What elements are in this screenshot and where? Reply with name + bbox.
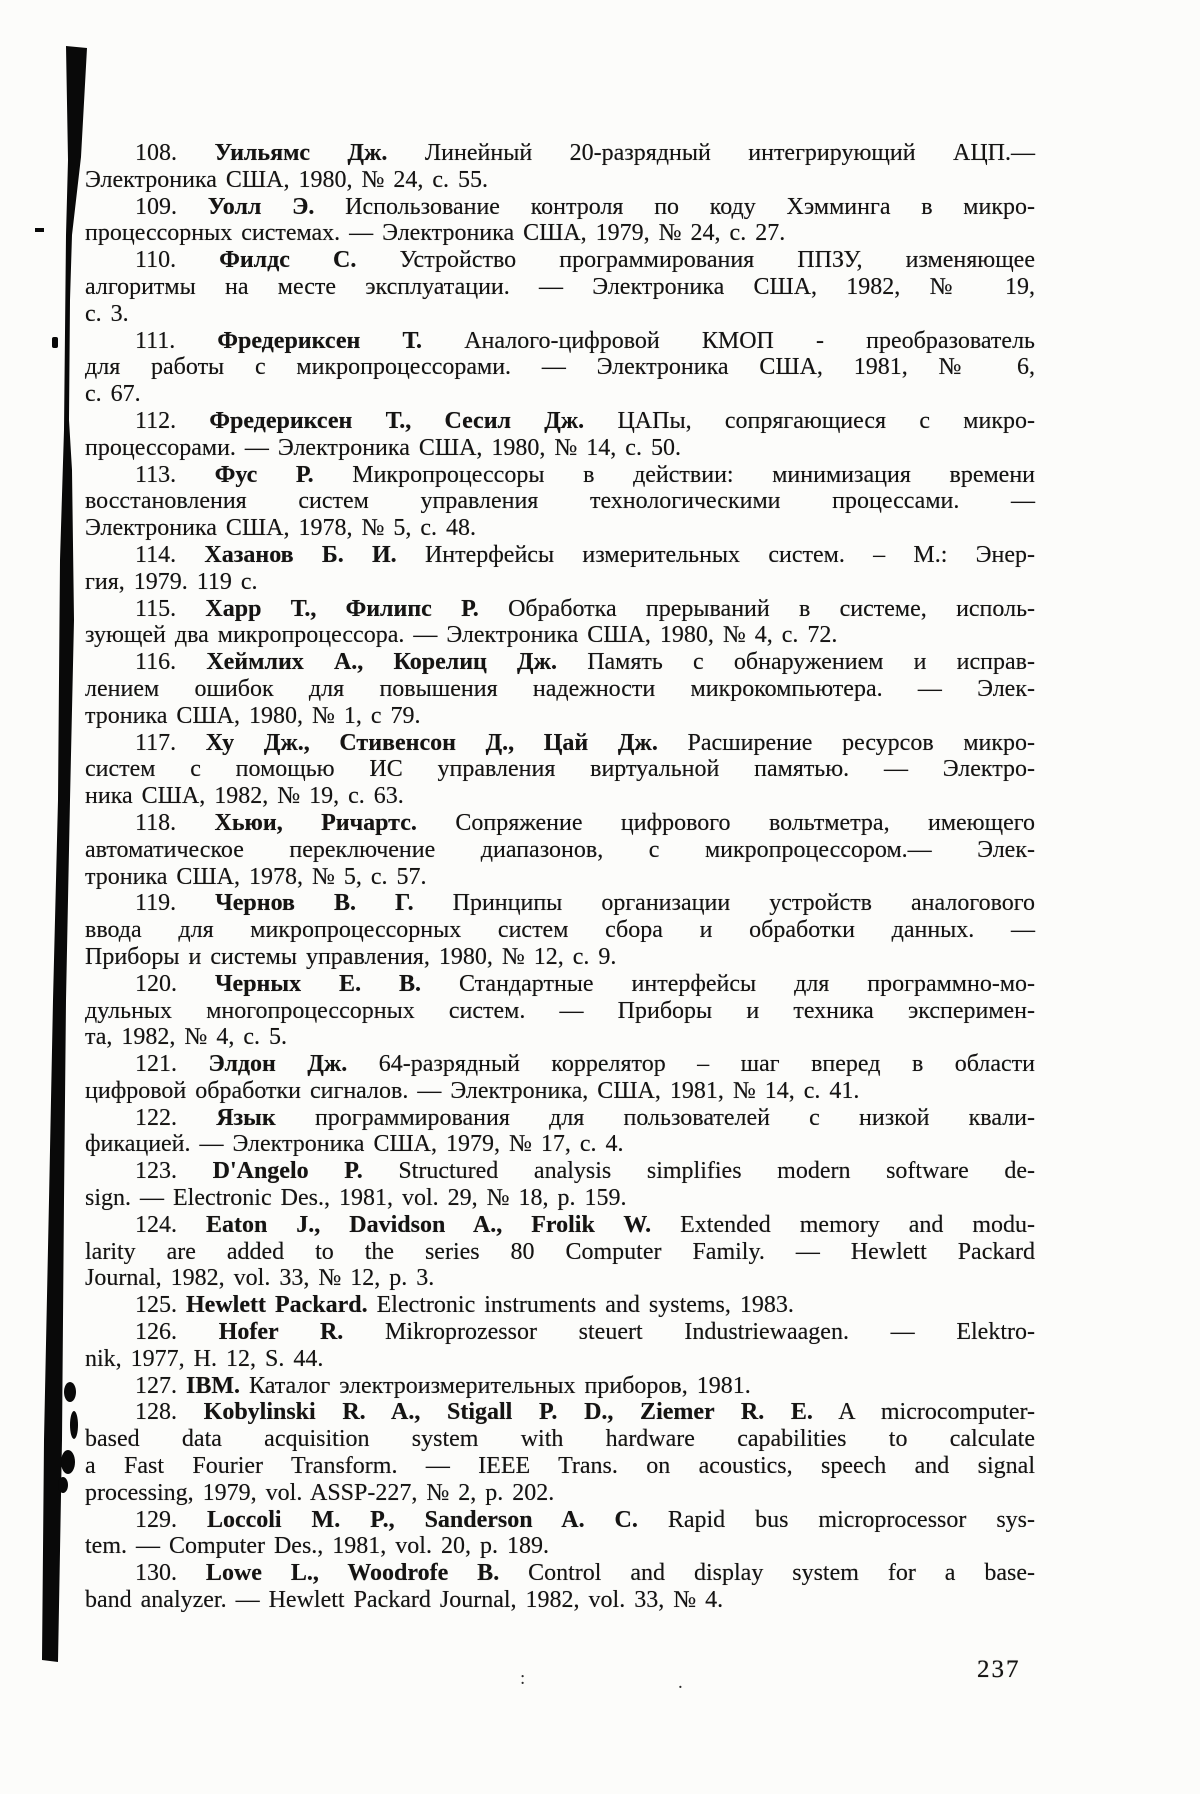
reference-text: Mikroprozessor steuert Industriewaagen. — Elektro-: [343, 1319, 1035, 1346]
reference-line: дульных многопроцессорных систем. — Приборы и техника эксперимен-: [85, 997, 1035, 1024]
reference-item: [85, 649, 1035, 729]
reference-line: tem. — Computer Des., 1981, vol. 20, p. 189.: [85, 1533, 549, 1560]
reference-line: троника США, 1980, № 1, с 79.: [85, 702, 421, 729]
reference-text: Control and display system for a base-: [499, 1560, 1035, 1587]
reference-first-line: [85, 194, 1035, 221]
reference-text: Принципы организации устройств аналогового: [413, 890, 1035, 917]
reference-first-line: [85, 1373, 1035, 1400]
reference-authors: Loccoli M. P., Sanderson A. C.: [177, 1506, 638, 1533]
reference-authors: Элдон Дж.: [177, 1051, 348, 1078]
reference-first-line: [85, 730, 1035, 757]
reference-item: [85, 1399, 1035, 1506]
reference-first-line: [85, 971, 1035, 998]
reference-first-line: [85, 462, 1035, 489]
reference-line: та, 1982, № 4, с. 5.: [85, 1024, 287, 1051]
reference-line: Приборы и системы управления, 1980, № 12, с. 9.: [85, 943, 617, 970]
reference-text: Structured analysis simplifies modern software de-: [362, 1158, 1035, 1185]
reference-text: Обработка прерываний в системе, исполь-: [478, 595, 1036, 622]
reference-item: [85, 408, 1035, 462]
reference-number: 118.: [135, 809, 177, 836]
reference-first-line: [85, 890, 1035, 917]
reference-line: гия, 1979. 119 с.: [85, 568, 258, 595]
reference-number: 110.: [135, 247, 177, 274]
reference-number: 119.: [135, 890, 177, 917]
reference-number: 116.: [135, 649, 177, 676]
reference-line: цифровой обработки сигналов. — Электроника, США, 1981, № 14, с. 41.: [85, 1077, 860, 1104]
reference-text: Стандартные интерфейсы для программно-мо-: [421, 970, 1035, 997]
reference-text: Устройство программирования ППЗУ, изменяющее: [356, 247, 1035, 274]
reference-first-line: [85, 1158, 1035, 1185]
reference-first-line: [85, 542, 1035, 569]
reference-line: based data acquisition system with hardware capabilities to calculate: [85, 1426, 1035, 1453]
reference-authors: Hewlett Packard.: [177, 1292, 368, 1319]
footer-stray-dot: .: [678, 1672, 683, 1693]
reference-item: [85, 140, 1035, 194]
reference-line: алгоритмы на месте эксплуатации. — Электроника США, 1982, № 19,: [85, 273, 1035, 300]
reference-item: [85, 1292, 1035, 1319]
reference-number: 130.: [135, 1560, 177, 1587]
reference-item: [85, 1212, 1035, 1292]
reference-line: автоматическое переключение диапазонов, с микропроцессором.— Элек-: [85, 836, 1035, 863]
reference-number: 109.: [135, 193, 177, 220]
reference-number: 108.: [135, 140, 177, 166]
reference-text: A microcomputer-: [812, 1399, 1035, 1426]
reference-first-line: [85, 596, 1035, 623]
reference-number: 124.: [135, 1211, 177, 1238]
reference-line: восстановления систем управления технологическими процессами. —: [85, 488, 1035, 515]
reference-authors: Eaton J., Davidson A., Frolik W.: [177, 1211, 652, 1238]
reference-line: для работы с микропроцессорами. — Электроника США, 1981, № 6,: [85, 354, 1035, 381]
reference-first-line: [85, 328, 1035, 355]
reference-number: 117.: [135, 729, 177, 756]
reference-authors: IBM.: [177, 1372, 240, 1399]
reference-number: 128.: [135, 1399, 177, 1426]
reference-line: ника США, 1982, № 19, с. 63.: [85, 783, 404, 810]
reference-item: [85, 730, 1035, 810]
reference-authors: Фредериксен Т., Сесил Дж.: [176, 407, 585, 434]
reference-first-line: [85, 810, 1035, 837]
reference-authors: D'Angelo P.: [177, 1158, 363, 1185]
reference-authors: Фус Р.: [176, 461, 314, 488]
reference-text: Сопряжение цифрового вольтметра, имеющего: [416, 809, 1035, 836]
reference-line: Электроника США, 1978, № 5, с. 48.: [85, 515, 477, 542]
reference-line: a Fast Fourier Transform. — IEEE Trans. on acoustics, speech and signal: [85, 1453, 1035, 1480]
reference-authors: Фредериксен Т.: [175, 327, 423, 354]
reference-item: [85, 1105, 1035, 1159]
reference-authors: Hofer R.: [177, 1319, 344, 1346]
reference-item: [85, 596, 1035, 650]
reference-first-line: [85, 1292, 1035, 1319]
reference-line: систем с помощью ИС управления виртуальной памятью. — Электро-: [85, 756, 1035, 783]
reference-item: [85, 810, 1035, 890]
reference-item: [85, 1158, 1035, 1212]
reference-line: ввода для микропроцессорных систем сбора и обработки данных. —: [85, 917, 1035, 944]
reference-authors: Уильямс Дж.: [177, 140, 388, 166]
reference-number: 112.: [135, 407, 177, 434]
page-number: 237: [977, 1656, 1021, 1683]
reference-number: 121.: [135, 1051, 177, 1078]
reference-text: 64-разрядный коррелятор – шаг вперед в области: [347, 1051, 1035, 1078]
reference-authors: Хеймлих А., Корелиц Дж.: [176, 649, 557, 676]
reference-text: Аналого-цифровой КМОП - преобразователь: [422, 327, 1035, 354]
reference-item: [85, 1051, 1035, 1105]
reference-item: [85, 971, 1035, 1051]
reference-line: лением ошибок для повышения надежности микрокомпьютера. — Элек-: [85, 675, 1035, 702]
reference-text: ЦАПы, сопрягающиеся с микро-: [584, 407, 1035, 434]
reference-item: [85, 194, 1035, 248]
reference-authors: Уолл Э.: [177, 193, 315, 220]
reference-text: Extended memory and modu-: [651, 1211, 1035, 1238]
references-list: [85, 140, 1035, 1614]
reference-number: 125.: [135, 1292, 177, 1319]
reference-line: процессорами. — Электроника США, 1980, № 14, с. 50.: [85, 434, 681, 461]
reference-authors: Lowe L., Woodrofe B.: [177, 1560, 500, 1587]
reference-authors: Хьюи, Ричартс.: [176, 809, 417, 836]
reference-authors: Харр Т., Филипс Р.: [176, 595, 479, 622]
reference-number: 114.: [135, 541, 177, 568]
reference-number: 126.: [135, 1319, 177, 1346]
reference-text: Electronic instruments and systems, 1983.: [367, 1292, 794, 1319]
reference-line: с. 67.: [85, 381, 141, 408]
reference-number: 122.: [135, 1104, 177, 1131]
reference-line: Journal, 1982, vol. 33, № 12, p. 3.: [85, 1265, 435, 1292]
reference-text: Каталог электроизмерительных приборов, 1981.: [240, 1372, 751, 1399]
reference-number: 111.: [135, 327, 176, 354]
reference-first-line: [85, 1212, 1035, 1239]
reference-number: 113.: [135, 461, 177, 488]
reference-first-line: [85, 140, 1035, 167]
reference-item: [85, 1507, 1035, 1561]
reference-text: Использование контроля по коду Хэмминга в микро-: [314, 193, 1035, 220]
reference-text: Память с обнаружением и исправ-: [556, 649, 1036, 676]
reference-first-line: [85, 1051, 1035, 1078]
reference-first-line: [85, 408, 1035, 435]
reference-line: фикацией. — Электроника США, 1979, № 17, с. 4.: [85, 1131, 624, 1158]
reference-line: Электроника США, 1980, № 24, с. 55.: [85, 166, 489, 193]
scribble-mark: [64, 1382, 76, 1402]
reference-line: nik, 1977, H. 12, S. 44.: [85, 1345, 324, 1372]
stray-dash-mark: [35, 228, 44, 232]
reference-item: [85, 1560, 1035, 1614]
reference-item: [85, 1319, 1035, 1373]
reference-line: с. 3.: [85, 300, 129, 327]
reference-authors: Ху Дж., Стивенсон Д., Цай Дж.: [176, 729, 658, 756]
reference-authors: Язык: [177, 1104, 276, 1131]
reference-first-line: [85, 247, 1035, 274]
scribble-mark: [61, 1450, 75, 1474]
reference-text: Rapid bus microprocessor sys-: [637, 1506, 1035, 1533]
reference-number: 127.: [135, 1372, 177, 1399]
reference-first-line: [85, 1319, 1035, 1346]
reference-item: [85, 462, 1035, 542]
reference-item: [85, 542, 1035, 596]
reference-authors: Хазанов Б. И.: [176, 541, 397, 568]
reference-text: программирования для пользователей с низкой квали-: [275, 1104, 1036, 1131]
reference-number: 115.: [135, 595, 177, 622]
reference-first-line: [85, 649, 1035, 676]
reference-line: процессорных системах. — Электроника США, 1979, № 24, с. 27.: [85, 220, 786, 247]
reference-line: band analyzer. — Hewlett Packard Journal, 1982, vol. 33, № 4.: [85, 1587, 724, 1614]
reference-number: 120.: [135, 970, 177, 997]
reference-authors: Kobylinski R. A., Stigall P. D., Ziemer R. E.: [177, 1399, 813, 1426]
reference-item: [85, 328, 1035, 408]
reference-text: Расширение ресурсов микро-: [657, 729, 1035, 756]
stray-comma-mark: [52, 337, 58, 348]
reference-text: Линейный 20-разрядный интегрирующий АЦП.—: [387, 140, 1035, 166]
reference-line: зующей два микропроцессора. — Электроника США, 1980, № 4, с. 72.: [85, 622, 838, 649]
reference-line: processing, 1979, vol. ASSP-227, № 2, p. 202.: [85, 1479, 555, 1506]
reference-line: sign. — Electronic Des., 1981, vol. 29, № 18, p. 159.: [85, 1185, 627, 1212]
scribble-mark: [70, 1411, 78, 1439]
reference-item: [85, 247, 1035, 327]
reference-item: [85, 1373, 1035, 1400]
footer-stray-colon: :: [520, 1668, 526, 1689]
reference-text: Микропроцессоры в действии: минимизация времени: [313, 461, 1036, 488]
reference-first-line: [85, 1507, 1035, 1534]
reference-text: Интерфейсы измерительных систем. – М.: Энер-: [396, 541, 1035, 568]
reference-number: 123.: [135, 1158, 177, 1185]
reference-first-line: [85, 1105, 1035, 1132]
reference-line: троника США, 1978, № 5, с. 57.: [85, 863, 427, 890]
reference-authors: Чернов В. Г.: [176, 890, 414, 917]
reference-item: [85, 890, 1035, 970]
reference-line: larity are added to the series 80 Computer Family. — Hewlett Packard: [85, 1238, 1035, 1265]
scribble-mark: [58, 1477, 68, 1493]
reference-authors: Черных Е. В.: [177, 970, 422, 997]
reference-first-line: [85, 1560, 1035, 1587]
reference-first-line: [85, 1399, 1035, 1426]
reference-number: 129.: [135, 1506, 177, 1533]
reference-authors: Филдс С.: [176, 247, 357, 274]
